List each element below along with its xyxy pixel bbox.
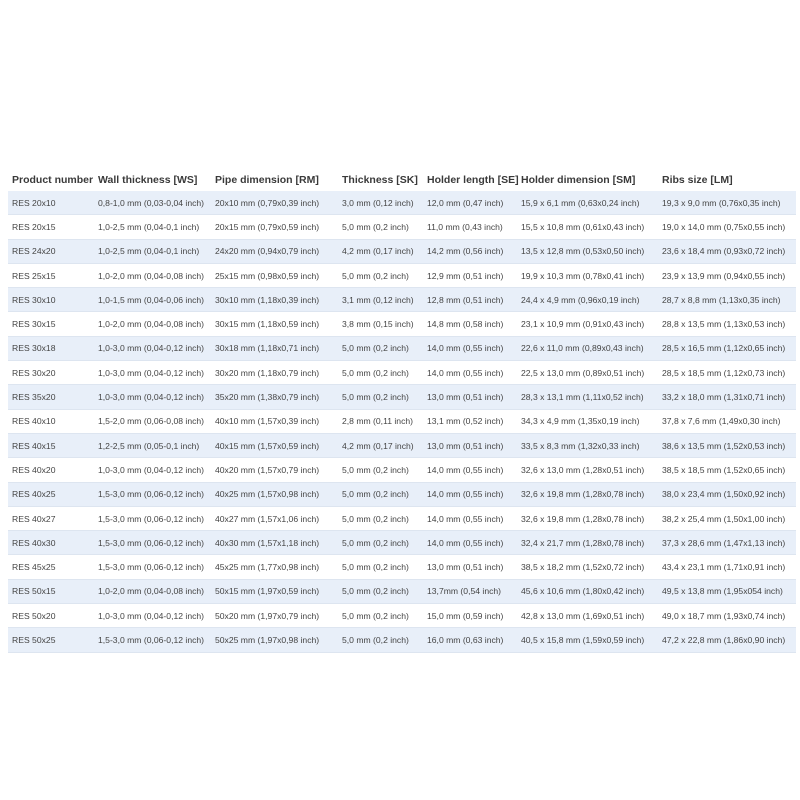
cell-pipe-dimension: 40x15 mm (1,57x0,59 inch): [211, 433, 338, 457]
cell-holder-length: 13,0 mm (0,51 inch): [423, 433, 517, 457]
cell-ribs-size: 19,0 x 14,0 mm (0,75x0,55 inch): [658, 215, 796, 239]
table-row: [8, 361, 796, 385]
cell-product-number: RES 45x25: [8, 555, 94, 579]
cell-product-number: RES 40x15: [8, 433, 94, 457]
table-row: [8, 312, 796, 336]
cell-wall-thickness: 1,5-3,0 mm (0,06-0,12 inch): [94, 531, 211, 555]
cell-holder-length: 14,0 mm (0,55 inch): [423, 506, 517, 530]
cell-holder-dimension: 34,3 x 4,9 mm (1,35x0,19 inch): [517, 409, 658, 433]
cell-pipe-dimension: 40x10 mm (1,57x0,39 inch): [211, 409, 338, 433]
cell-wall-thickness: 1,2-2,5 mm (0,05-0,1 inch): [94, 433, 211, 457]
cell-holder-length: 15,0 mm (0,59 inch): [423, 604, 517, 628]
table-row: [8, 506, 796, 530]
cell-thickness: 5,0 mm (0,2 inch): [338, 482, 423, 506]
cell-wall-thickness: 1,5-3,0 mm (0,06-0,12 inch): [94, 506, 211, 530]
cell-ribs-size: 23,9 x 13,9 mm (0,94x0,55 inch): [658, 263, 796, 287]
header-holder-dimension: Holder dimension [SM]: [521, 173, 636, 186]
cell-ribs-size: 33,2 x 18,0 mm (1,31x0,71 inch): [658, 385, 796, 409]
cell-ribs-size: 19,3 x 9,0 mm (0,76x0,35 inch): [658, 191, 796, 215]
cell-holder-length: 11,0 mm (0,43 inch): [423, 215, 517, 239]
cell-pipe-dimension: 40x27 mm (1,57x1,06 inch): [211, 506, 338, 530]
cell-wall-thickness: 1,5-3,0 mm (0,06-0,12 inch): [94, 628, 211, 652]
cell-thickness: 5,0 mm (0,2 inch): [338, 555, 423, 579]
cell-wall-thickness: 1,0-3,0 mm (0,04-0,12 inch): [94, 604, 211, 628]
cell-pipe-dimension: 30x15 mm (1,18x0,59 inch): [211, 312, 338, 336]
cell-thickness: 5,0 mm (0,2 inch): [338, 385, 423, 409]
cell-holder-dimension: 42,8 x 13,0 mm (1,69x0,51 inch): [517, 604, 658, 628]
table-row: [8, 191, 796, 215]
cell-holder-dimension: 13,5 x 12,8 mm (0,53x0,50 inch): [517, 239, 658, 263]
cell-pipe-dimension: 40x25 mm (1,57x0,98 inch): [211, 482, 338, 506]
table-row: [8, 458, 796, 482]
cell-thickness: 5,0 mm (0,2 inch): [338, 336, 423, 360]
product-spec-table: [8, 168, 796, 653]
cell-holder-length: 12,0 mm (0,47 inch): [423, 191, 517, 215]
cell-holder-length: 13,0 mm (0,51 inch): [423, 385, 517, 409]
cell-ribs-size: 37,3 x 28,6 mm (1,47x1,13 inch): [658, 531, 796, 555]
cell-holder-dimension: 32,6 x 19,8 mm (1,28x0,78 inch): [517, 482, 658, 506]
cell-ribs-size: 47,2 x 22,8 mm (1,86x0,90 inch): [658, 628, 796, 652]
header-pipe-dimension: Pipe dimension [RM]: [215, 173, 319, 186]
cell-product-number: RES 30x10: [8, 288, 94, 312]
table-row: [8, 385, 796, 409]
table-row: [8, 409, 796, 433]
cell-pipe-dimension: 50x25 mm (1,97x0,98 inch): [211, 628, 338, 652]
cell-product-number: RES 20x15: [8, 215, 94, 239]
cell-product-number: RES 40x30: [8, 531, 94, 555]
cell-product-number: RES 50x15: [8, 579, 94, 603]
cell-ribs-size: 23,6 x 18,4 mm (0,93x0,72 inch): [658, 239, 796, 263]
cell-ribs-size: 38,2 x 25,4 mm (1,50x1,00 inch): [658, 506, 796, 530]
cell-wall-thickness: 1,5-2,0 mm (0,06-0,08 inch): [94, 409, 211, 433]
cell-product-number: RES 30x18: [8, 336, 94, 360]
cell-pipe-dimension: 50x20 mm (1,97x0,79 inch): [211, 604, 338, 628]
cell-ribs-size: 38,5 x 18,5 mm (1,52x0,65 inch): [658, 458, 796, 482]
cell-thickness: 3,0 mm (0,12 inch): [338, 191, 423, 215]
cell-product-number: RES 24x20: [8, 239, 94, 263]
cell-holder-length: 12,9 mm (0,51 inch): [423, 263, 517, 287]
cell-holder-length: 14,0 mm (0,55 inch): [423, 531, 517, 555]
cell-holder-length: 16,0 mm (0,63 inch): [423, 628, 517, 652]
table-row: [8, 215, 796, 239]
cell-holder-dimension: 22,5 x 13,0 mm (0,89x0,51 inch): [517, 361, 658, 385]
cell-thickness: 3,1 mm (0,12 inch): [338, 288, 423, 312]
cell-holder-dimension: 33,5 x 8,3 mm (1,32x0,33 inch): [517, 433, 658, 457]
cell-product-number: RES 40x20: [8, 458, 94, 482]
cell-thickness: 4,2 mm (0,17 inch): [338, 433, 423, 457]
cell-wall-thickness: 1,0-3,0 mm (0,04-0,12 inch): [94, 336, 211, 360]
cell-thickness: 5,0 mm (0,2 inch): [338, 458, 423, 482]
cell-ribs-size: 43,4 x 23,1 mm (1,71x0,91 inch): [658, 555, 796, 579]
cell-product-number: RES 35x20: [8, 385, 94, 409]
cell-thickness: 5,0 mm (0,2 inch): [338, 531, 423, 555]
cell-holder-length: 14,0 mm (0,55 inch): [423, 361, 517, 385]
cell-product-number: RES 50x20: [8, 604, 94, 628]
cell-holder-dimension: 28,3 x 13,1 mm (1,11x0,52 inch): [517, 385, 658, 409]
table-row: [8, 604, 796, 628]
cell-wall-thickness: 1,0-3,0 mm (0,04-0,12 inch): [94, 361, 211, 385]
header-wall-thickness: Wall thickness [WS]: [98, 173, 198, 186]
cell-ribs-size: 28,5 x 16,5 mm (1,12x0,65 inch): [658, 336, 796, 360]
cell-pipe-dimension: 35x20 mm (1,38x0,79 inch): [211, 385, 338, 409]
table-row: [8, 628, 796, 652]
cell-product-number: RES 40x25: [8, 482, 94, 506]
cell-wall-thickness: 1,0-2,5 mm (0,04-0,1 inch): [94, 215, 211, 239]
cell-holder-dimension: 32,4 x 21,7 mm (1,28x0,78 inch): [517, 531, 658, 555]
table-row: [8, 579, 796, 603]
cell-pipe-dimension: 24x20 mm (0,94x0,79 inch): [211, 239, 338, 263]
cell-pipe-dimension: 25x15 mm (0,98x0,59 inch): [211, 263, 338, 287]
cell-holder-length: 14,0 mm (0,55 inch): [423, 482, 517, 506]
cell-holder-length: 12,8 mm (0,51 inch): [423, 288, 517, 312]
cell-thickness: 5,0 mm (0,2 inch): [338, 506, 423, 530]
cell-pipe-dimension: 40x20 mm (1,57x0,79 inch): [211, 458, 338, 482]
cell-holder-dimension: 24,4 x 4,9 mm (0,96x0,19 inch): [517, 288, 658, 312]
table-body: [8, 191, 796, 652]
cell-holder-length: 13,7mm (0,54 inch): [423, 579, 517, 603]
cell-wall-thickness: 1,0-1,5 mm (0,04-0,06 inch): [94, 288, 211, 312]
cell-thickness: 5,0 mm (0,2 inch): [338, 361, 423, 385]
cell-holder-dimension: 15,9 x 6,1 mm (0,63x0,24 inch): [517, 191, 658, 215]
cell-wall-thickness: 1,0-3,0 mm (0,04-0,12 inch): [94, 385, 211, 409]
cell-wall-thickness: 1,0-3,0 mm (0,04-0,12 inch): [94, 458, 211, 482]
cell-product-number: RES 40x10: [8, 409, 94, 433]
table-row: [8, 555, 796, 579]
cell-holder-length: 13,1 mm (0,52 inch): [423, 409, 517, 433]
cell-thickness: 5,0 mm (0,2 inch): [338, 215, 423, 239]
cell-ribs-size: 37,8 x 7,6 mm (1,49x0,30 inch): [658, 409, 796, 433]
table-row: [8, 531, 796, 555]
table-row: [8, 263, 796, 287]
cell-thickness: 5,0 mm (0,2 inch): [338, 579, 423, 603]
header-product-number: Product number: [12, 173, 94, 186]
cell-product-number: RES 20x10: [8, 191, 94, 215]
cell-wall-thickness: 1,5-3,0 mm (0,06-0,12 inch): [94, 482, 211, 506]
cell-product-number: RES 30x15: [8, 312, 94, 336]
cell-thickness: 4,2 mm (0,17 inch): [338, 239, 423, 263]
cell-holder-dimension: 15,5 x 10,8 mm (0,61x0,43 inch): [517, 215, 658, 239]
cell-ribs-size: 28,8 x 13,5 mm (1,13x0,53 inch): [658, 312, 796, 336]
cell-pipe-dimension: 20x10 mm (0,79x0,39 inch): [211, 191, 338, 215]
cell-holder-dimension: 32,6 x 19,8 mm (1,28x0,78 inch): [517, 506, 658, 530]
cell-pipe-dimension: 45x25 mm (1,77x0,98 inch): [211, 555, 338, 579]
table-row: [8, 239, 796, 263]
table-row: [8, 288, 796, 312]
cell-holder-length: 13,0 mm (0,51 inch): [423, 555, 517, 579]
header-row: [8, 168, 796, 191]
cell-holder-length: 14,2 mm (0,56 inch): [423, 239, 517, 263]
cell-pipe-dimension: 40x30 mm (1,57x1,18 inch): [211, 531, 338, 555]
cell-holder-dimension: 22,6 x 11,0 mm (0,89x0,43 inch): [517, 336, 658, 360]
cell-product-number: RES 25x15: [8, 263, 94, 287]
cell-holder-dimension: 23,1 x 10,9 mm (0,91x0,43 inch): [517, 312, 658, 336]
cell-holder-dimension: 40,5 x 15,8 mm (1,59x0,59 inch): [517, 628, 658, 652]
cell-ribs-size: 49,5 x 13,8 mm (1,95x054 inch): [658, 579, 796, 603]
table-row: [8, 336, 796, 360]
cell-pipe-dimension: 20x15 mm (0,79x0,59 inch): [211, 215, 338, 239]
cell-product-number: RES 30x20: [8, 361, 94, 385]
cell-thickness: 3,8 mm (0,15 inch): [338, 312, 423, 336]
cell-wall-thickness: 1,0-2,5 mm (0,04-0,1 inch): [94, 239, 211, 263]
header-thickness: Thickness [SK]: [342, 173, 418, 186]
cell-wall-thickness: 0,8-1,0 mm (0,03-0,04 inch): [94, 191, 211, 215]
cell-holder-dimension: 45,6 x 10,6 mm (1,80x0,42 inch): [517, 579, 658, 603]
header-ribs-size: Ribs size [LM]: [662, 173, 733, 186]
cell-wall-thickness: 1,0-2,0 mm (0,04-0,08 inch): [94, 263, 211, 287]
cell-ribs-size: 38,6 x 13,5 mm (1,52x0,53 inch): [658, 433, 796, 457]
table-row: [8, 482, 796, 506]
cell-pipe-dimension: 30x20 mm (1,18x0,79 inch): [211, 361, 338, 385]
cell-ribs-size: 38,0 x 23,4 mm (1,50x0,92 inch): [658, 482, 796, 506]
cell-wall-thickness: 1,5-3,0 mm (0,06-0,12 inch): [94, 555, 211, 579]
cell-holder-length: 14,0 mm (0,55 inch): [423, 336, 517, 360]
cell-ribs-size: 28,7 x 8,8 mm (1,13x0,35 inch): [658, 288, 796, 312]
cell-thickness: 5,0 mm (0,2 inch): [338, 628, 423, 652]
cell-ribs-size: 49,0 x 18,7 mm (1,93x0,74 inch): [658, 604, 796, 628]
cell-thickness: 5,0 mm (0,2 inch): [338, 263, 423, 287]
cell-holder-dimension: 32,6 x 13,0 mm (1,28x0,51 inch): [517, 458, 658, 482]
cell-product-number: RES 50x25: [8, 628, 94, 652]
cell-ribs-size: 28,5 x 18,5 mm (1,12x0,73 inch): [658, 361, 796, 385]
cell-thickness: 5,0 mm (0,2 inch): [338, 604, 423, 628]
cell-wall-thickness: 1,0-2,0 mm (0,04-0,08 inch): [94, 312, 211, 336]
cell-holder-dimension: 38,5 x 18,2 mm (1,52x0,72 inch): [517, 555, 658, 579]
cell-thickness: 2,8 mm (0,11 inch): [338, 409, 423, 433]
cell-pipe-dimension: 30x18 mm (1,18x0,71 inch): [211, 336, 338, 360]
cell-wall-thickness: 1,0-2,0 mm (0,04-0,08 inch): [94, 579, 211, 603]
cell-product-number: RES 40x27: [8, 506, 94, 530]
cell-pipe-dimension: 30x10 mm (1,18x0,39 inch): [211, 288, 338, 312]
header-holder-length: Holder length [SE]: [427, 173, 519, 186]
cell-pipe-dimension: 50x15 mm (1,97x0,59 inch): [211, 579, 338, 603]
table-row: [8, 433, 796, 457]
cell-holder-length: 14,8 mm (0,58 inch): [423, 312, 517, 336]
cell-holder-length: 14,0 mm (0,55 inch): [423, 458, 517, 482]
cell-holder-dimension: 19,9 x 10,3 mm (0,78x0,41 inch): [517, 263, 658, 287]
